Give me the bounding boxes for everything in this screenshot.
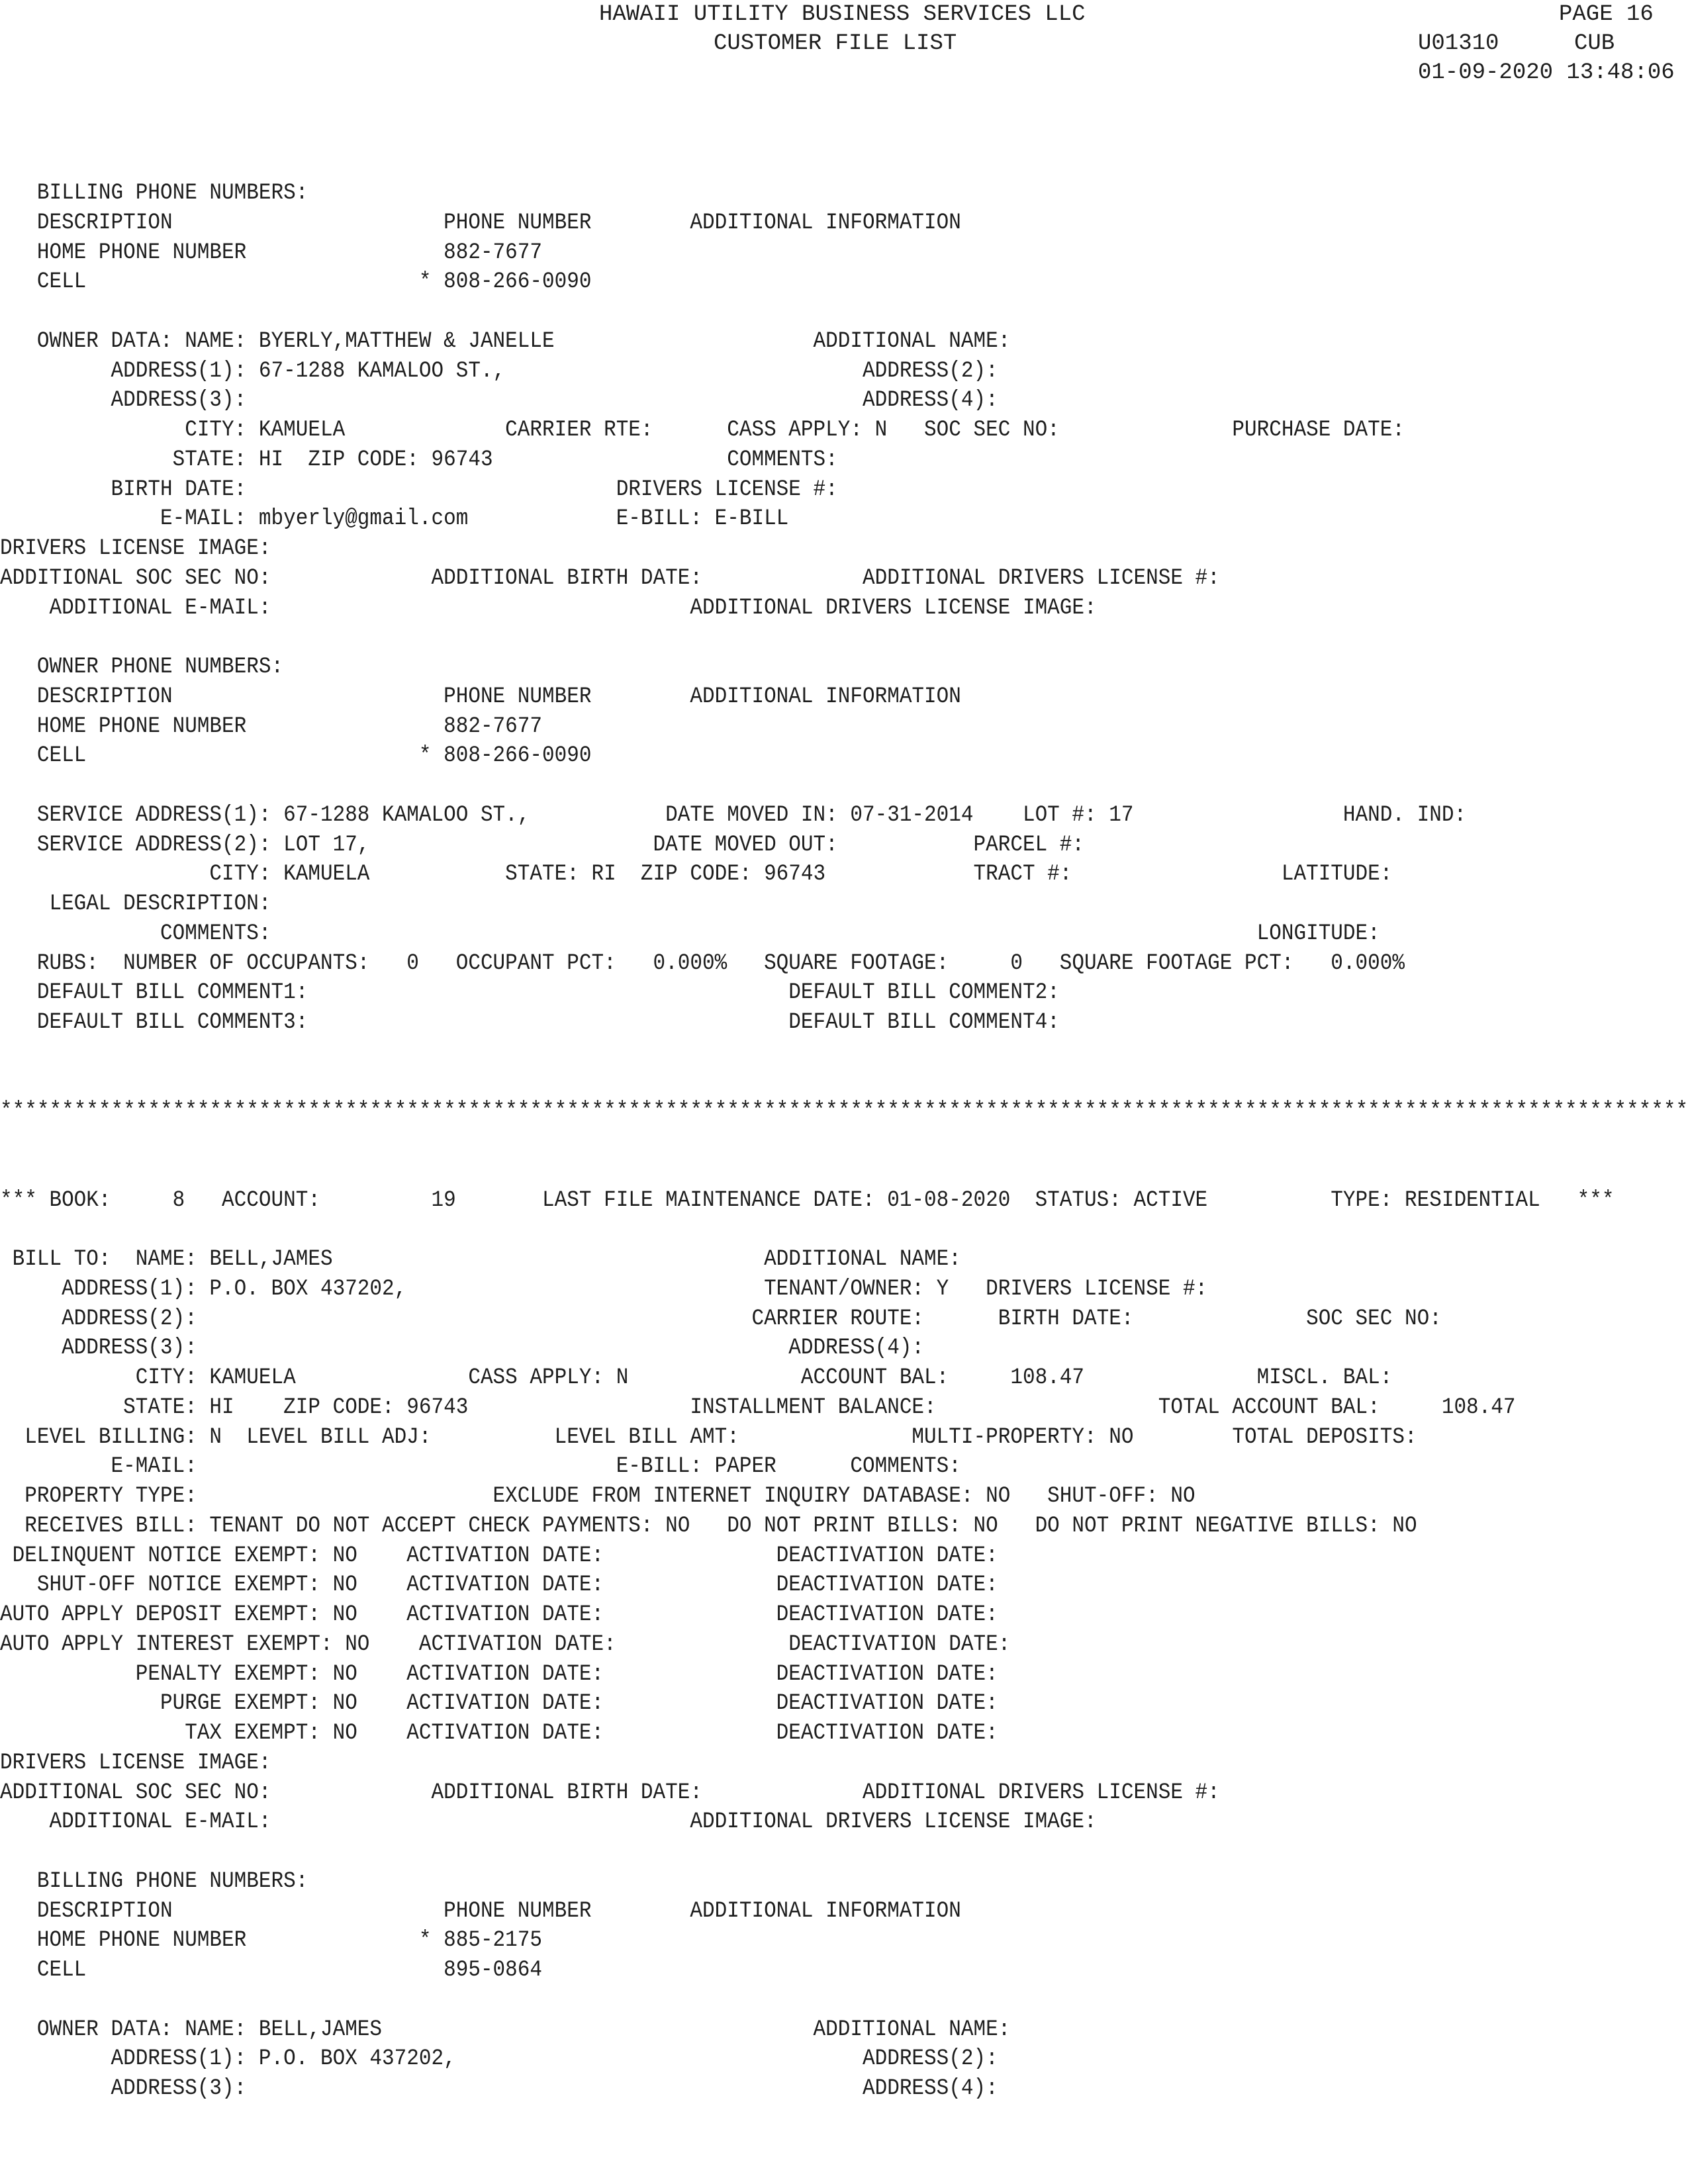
- report-line: *****************************************************************************************************************************************: [0, 1099, 1688, 1124]
- report-line: E-MAIL: E-BILL: PAPER COMMENTS:: [0, 1454, 961, 1480]
- report-line: HOME PHONE NUMBER 882-7677: [0, 240, 543, 265]
- report-line: LEVEL BILLING: N LEVEL BILL ADJ: LEVEL BILL AMT: MULTI-PROPERTY: NO TOTAL DEPOSITS:: [0, 1424, 1417, 1450]
- report-line: CITY: KAMUELA CARRIER RTE: CASS APPLY: N SOC SEC NO: PURCHASE DATE:: [0, 418, 1405, 443]
- report-line: CITY: KAMUELA CASS APPLY: N ACCOUNT BAL: 108.47 MISCL. BAL:: [0, 1365, 1393, 1390]
- report-line: ADDITIONAL E-MAIL: ADDITIONAL DRIVERS LICENSE IMAGE:: [0, 595, 1097, 621]
- report-line: DELINQUENT NOTICE EXEMPT: NO ACTIVATION DATE: DEACTIVATION DATE:: [0, 1543, 998, 1569]
- report-datetime: 01-09-2020 13:48:06: [1418, 60, 1675, 85]
- report-line: BILLING PHONE NUMBERS:: [0, 181, 308, 206]
- report-line: STATE: HI ZIP CODE: 96743 COMMENTS:: [0, 447, 838, 473]
- report-line: SERVICE ADDRESS(1): 67-1288 KAMALOO ST., DATE MOVED IN: 07-31-2014 LOT #: 17 HAND. IND:: [0, 802, 1467, 828]
- report-line: ADDRESS(3): ADDRESS(4):: [0, 2076, 998, 2101]
- report-line: CELL * 808-266-0090: [0, 269, 592, 295]
- report-line: ADDITIONAL SOC SEC NO: ADDITIONAL BIRTH DATE: ADDITIONAL DRIVERS LICENSE #:: [0, 565, 1220, 591]
- report-line: OWNER DATA: NAME: BYERLY,MATTHEW & JANELLE ADDITIONAL NAME:: [0, 328, 1011, 354]
- report-line: STATE: HI ZIP CODE: 96743 INSTALLMENT BALANCE: TOTAL ACCOUNT BAL: 108.47: [0, 1394, 1516, 1420]
- report-line: ADDRESS(1): P.O. BOX 437202, ADDRESS(2):: [0, 2046, 998, 2072]
- report-line: CELL * 808-266-0090: [0, 743, 592, 769]
- page-number: PAGE 16: [1559, 2, 1654, 27]
- report-line: CITY: KAMUELA STATE: RI ZIP CODE: 96743 TRACT #: LATITUDE:: [0, 862, 1393, 887]
- report-line: ADDRESS(2): CARRIER ROUTE: BIRTH DATE: SOC SEC NO:: [0, 1306, 1442, 1332]
- report-line: AUTO APPLY INTEREST EXEMPT: NO ACTIVATION DATE: DEACTIVATION DATE:: [0, 1631, 1011, 1657]
- report-line: PROPERTY TYPE: EXCLUDE FROM INTERNET INQUIRY DATABASE: NO SHUT-OFF: NO: [0, 1484, 1196, 1509]
- report-line: RECEIVES BILL: TENANT DO NOT ACCEPT CHECK PAYMENTS: NO DO NOT PRINT BILLS: NO DO NOT PRINT NEGATIVE BILLS: NO: [0, 1513, 1417, 1539]
- report-line: ADDRESS(3): ADDRESS(4):: [0, 1336, 925, 1361]
- report-line: DRIVERS LICENSE IMAGE:: [0, 536, 271, 561]
- report-line: LEGAL DESCRIPTION:: [0, 891, 271, 917]
- report-line: SHUT-OFF NOTICE EXEMPT: NO ACTIVATION DATE: DEACTIVATION DATE:: [0, 1572, 998, 1598]
- report-line: RUBS: NUMBER OF OCCUPANTS: 0 OCCUPANT PCT: 0.000% SQUARE FOOTAGE: 0 SQUARE FOOTAGE PCT: 0.000%: [0, 950, 1405, 976]
- report-title: CUSTOMER FILE LIST: [714, 31, 957, 56]
- report-line: COMMENTS: LONGITUDE:: [0, 921, 1380, 946]
- report-line: *** BOOK: 8 ACCOUNT: 19 LAST FILE MAINTENANCE DATE: 01-08-2020 STATUS: ACTIVE TYPE: RESIDENTIAL ***: [0, 1187, 1615, 1213]
- report-line: ADDRESS(1): 67-1288 KAMALOO ST., ADDRESS(2):: [0, 358, 998, 384]
- report-line: DEFAULT BILL COMMENT1: DEFAULT BILL COMMENT2:: [0, 980, 1060, 1006]
- report-line: PURGE EXEMPT: NO ACTIVATION DATE: DEACTIVATION DATE:: [0, 1691, 998, 1717]
- report-line: OWNER PHONE NUMBERS:: [0, 655, 284, 680]
- report-line: CELL 895-0864: [0, 1958, 543, 1983]
- report-line: E-MAIL: mbyerly@gmail.com E-BILL: E-BILL: [0, 506, 789, 532]
- company-name: HAWAII UTILITY BUSINESS SERVICES LLC: [599, 2, 1086, 27]
- report-line: SERVICE ADDRESS(2): LOT 17, DATE MOVED OUT: PARCEL #:: [0, 832, 1085, 858]
- report-code: U01310: [1418, 31, 1499, 56]
- report-line: BILL TO: NAME: BELL,JAMES ADDITIONAL NAME:: [0, 1247, 961, 1272]
- system-code: CUB: [1574, 31, 1615, 56]
- report-line: DESCRIPTION PHONE NUMBER ADDITIONAL INFORMATION: [0, 210, 961, 236]
- report-line: HOME PHONE NUMBER 882-7677: [0, 713, 543, 739]
- report-line: HOME PHONE NUMBER * 885-2175: [0, 1928, 543, 1954]
- report-line: PENALTY EXEMPT: NO ACTIVATION DATE: DEACTIVATION DATE:: [0, 1661, 998, 1687]
- report-line: DESCRIPTION PHONE NUMBER ADDITIONAL INFORMATION: [0, 1898, 961, 1924]
- report-line: BIRTH DATE: DRIVERS LICENSE #:: [0, 477, 838, 502]
- report-line: ADDRESS(3): ADDRESS(4):: [0, 388, 998, 414]
- report-line: DEFAULT BILL COMMENT3: DEFAULT BILL COMMENT4:: [0, 1010, 1060, 1035]
- report-line: DESCRIPTION PHONE NUMBER ADDITIONAL INFORMATION: [0, 684, 961, 709]
- report-line: AUTO APPLY DEPOSIT EXEMPT: NO ACTIVATION DATE: DEACTIVATION DATE:: [0, 1602, 998, 1627]
- report-line: ADDITIONAL SOC SEC NO: ADDITIONAL BIRTH DATE: ADDITIONAL DRIVERS LICENSE #:: [0, 1780, 1220, 1805]
- report-line: DRIVERS LICENSE IMAGE:: [0, 1750, 271, 1776]
- report-line: OWNER DATA: NAME: BELL,JAMES ADDITIONAL NAME:: [0, 2017, 1011, 2042]
- report-line: BILLING PHONE NUMBERS:: [0, 1868, 308, 1894]
- report-line: ADDRESS(1): P.O. BOX 437202, TENANT/OWNER: Y DRIVERS LICENSE #:: [0, 1276, 1208, 1302]
- report-line: TAX EXEMPT: NO ACTIVATION DATE: DEACTIVATION DATE:: [0, 1721, 998, 1746]
- report-line: ADDITIONAL E-MAIL: ADDITIONAL DRIVERS LICENSE IMAGE:: [0, 1809, 1097, 1835]
